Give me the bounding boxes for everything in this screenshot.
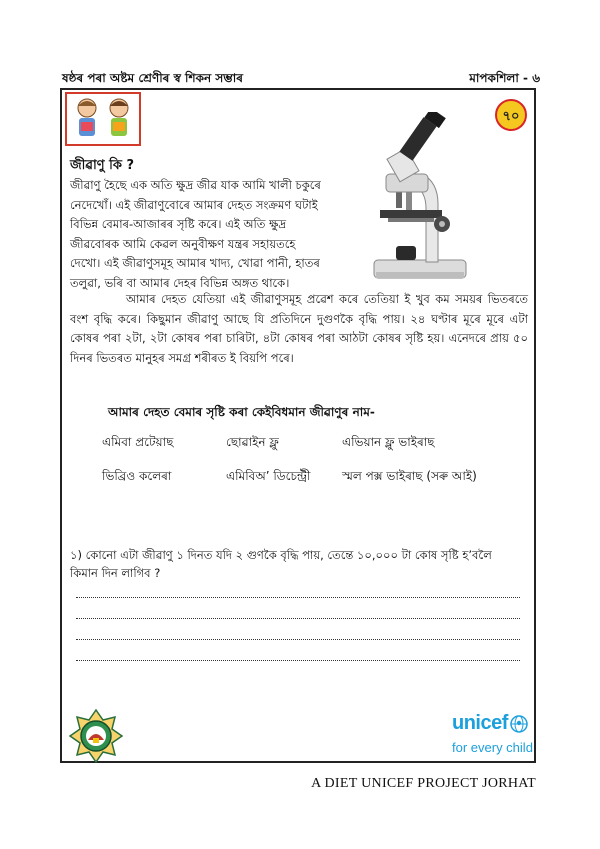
unicef-name: unicef	[452, 712, 508, 734]
section-title: জীৱাণু কি ?	[70, 158, 134, 173]
children-reading-image	[65, 92, 141, 146]
intro-line: জীৱাণু হৈছে এক অতি ক্ষুদ্ৰ জীৱ যাক আমি খালী চকুৰে	[70, 178, 321, 192]
emblem-icon	[68, 708, 124, 764]
page-number-badge	[494, 98, 528, 132]
intro-paragraph	[70, 176, 346, 293]
page-number: ৭০	[502, 109, 520, 124]
header-title: ষষ্ঠৰ পৰা অষ্টম শ্ৰেণীৰ স্ব শিকন সম্ভাৰ	[62, 71, 243, 85]
germ-name: এমিবা প্ৰটেয়াছ	[102, 435, 174, 449]
question-text: কিমান দিন লাগিব ?	[70, 566, 161, 580]
germ-list-heading: আমাৰ দেহত বেমাৰ সৃষ্টি কৰা কেইবিধমান জীৱাণুৰ নাম-	[108, 405, 375, 419]
intro-line: নেদেখোঁ। এই জীৱাণুবোৰে আমাৰ দেহত সংক্ৰমণ ঘটাই	[70, 197, 318, 212]
intro-line: তলুৱা, ভৰি বা আমাৰ দেহৰ বিভিন্ন অঙ্গত থাকে।	[70, 275, 290, 290]
germ-name: এমিবিঅ’ ডিচেন্ট্ৰী	[226, 469, 311, 483]
header-worksheet-number: মাপকশিলা - ৬	[469, 71, 540, 85]
unicef-globe-icon	[510, 715, 528, 733]
intro-line: দেখো। এই জীৱাণুসমূহ আমাৰ খাদ্য, খোৱা পানী, হাতৰ	[70, 256, 320, 270]
answer-line[interactable]	[76, 597, 520, 598]
germ-name: স্মল পক্স ভাইৰাছ (সৰু আই)	[342, 469, 477, 483]
question-1	[70, 546, 530, 582]
question-text: ১) কোনো এটা জীৱাণু ১ দিনত যদি ২ গুণকৈ বৃদ্ধি পায়, তেন্তে ১০,০০০ টা কোষ সৃষ্টি হ’বলৈ	[70, 548, 492, 562]
germ-name: ভিব্ৰিও কলেৰা	[102, 469, 172, 483]
answer-line[interactable]	[76, 639, 520, 640]
answer-line[interactable]	[76, 618, 520, 619]
germ-name: এভিয়ান ফ্লু ভাইৰাছ	[342, 435, 435, 449]
intro-line: বিভিন্ন বেমাৰ-আজাৰৰ সৃষ্টি কৰে। এই অতি ক্ষুদ্ৰ	[70, 217, 287, 231]
growth-paragraph: আমাৰ দেহত যেতিয়া এই জীৱাণুসমূহ প্ৰৱেশ কৰে তেতিয়া ই খুব কম সময়ৰ ভিতৰতে বংশ বৃদ্ধি কৰে। কিছুমান জীৱাণু আছে যি প্ৰতিদিনে দুগুণকৈ বৃদ্ধি পায়। ২৪ ঘণ্টাৰ মূৰে মূৰে এটা কোষৰ পৰা ২টা, ২টা কোষৰ পৰা চাৰিটা, ৪টা কোষৰ পৰা আঠটা কোষৰ সৃষ্টি হয়। এনেদৰে প্ৰায় ৫০ দিনৰ ভিতৰত মানুহৰ সমগ্ৰ শৰীৰত ই বিয়পি পৰে।	[70, 292, 528, 365]
answer-line[interactable]	[76, 660, 520, 661]
microscope-image	[356, 112, 480, 284]
footer-project: A DIET UNICEF PROJECT JORHAT	[311, 776, 536, 791]
unicef-tagline: for every child	[452, 740, 533, 755]
germ-name: ছোৱাইন ফ্লু	[226, 435, 279, 449]
intro-line: জীৱবোৰক আমি কেৱল অনুবীক্ষণ যন্ত্ৰৰ সহায়তহে	[70, 236, 296, 251]
